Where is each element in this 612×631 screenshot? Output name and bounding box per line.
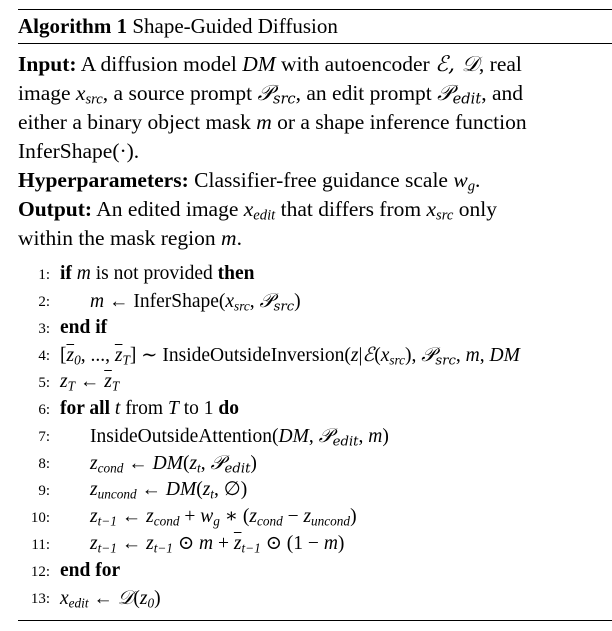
input-line-3: either a binary object mask m or a shape inference function bbox=[18, 110, 527, 134]
step-3: 3: end if bbox=[18, 314, 50, 341]
step-number: 2: bbox=[38, 294, 50, 310]
step-number: 5: bbox=[38, 375, 50, 391]
step-number: 12: bbox=[30, 564, 50, 580]
step-number: 1: bbox=[38, 267, 50, 283]
output-line-2: within the mask region m. bbox=[18, 226, 242, 250]
step-10: 10: $z_{t-1}$ ← $z_{cond} + w_g$ ∗ $(z_{cond} - z_{uncond})$ bbox=[18, 503, 50, 530]
algorithm-name: Shape-Guided Diffusion bbox=[132, 14, 338, 38]
step-number: 3: bbox=[38, 321, 50, 337]
top-rule bbox=[18, 9, 612, 10]
output-label: Output: bbox=[18, 197, 93, 221]
step-number: 6: bbox=[38, 402, 50, 418]
step-9: 9: $z_{uncond}$ ← $DM(z_t$, ∅) bbox=[18, 476, 50, 503]
step-number: 4: bbox=[38, 348, 50, 364]
step-12: 12: end for bbox=[18, 557, 50, 584]
step-number: 9: bbox=[38, 483, 50, 499]
hyperparameters-line: Hyperparameters: Classifier-free guidance scale $w_g$. bbox=[18, 168, 481, 195]
step-6: 6: for all t from T to 1 do bbox=[18, 395, 50, 422]
output-line-1: Output: An edited image $x_{edit}$ that differs from $x_{src}$ only bbox=[18, 197, 497, 224]
header-rule bbox=[18, 43, 612, 44]
hyperparameters-label: Hyperparameters: bbox=[18, 168, 189, 192]
input-line-1: Input: A diffusion model DM with autoencoder ℰ, 𝒟, real bbox=[18, 52, 522, 77]
input-line-2: image $x_{src}$, a source prompt 𝒫$_{src}$, an edit prompt 𝒫$_{edit}$, and bbox=[18, 81, 523, 108]
step-4: 4: [$\overline{z}_0$, ..., $\overline{z}_T$] ∼ $InsideOutsideInversion(z|ℰ(x_{src})$, 𝒫$_{src}$, m, DM bbox=[18, 341, 50, 368]
step-11: 11: $z_{t-1}$ ← $z_{t-1}$ ⊙ $m + \overline{z}_{t-1}$ ⊙ (1 − m) bbox=[18, 530, 50, 557]
bottom-rule bbox=[18, 620, 612, 621]
step-number: 11: bbox=[31, 537, 50, 553]
algorithm-title bbox=[18, 13, 338, 39]
step-2: 2: m ← $InferShape(x_{src}$, 𝒫$_{src}$) bbox=[18, 287, 50, 314]
step-number: 7: bbox=[38, 429, 50, 445]
step-5: 5: $z_T$ ← $\overline{z}_T$ bbox=[18, 368, 50, 395]
step-1: 1: if m is not provided then bbox=[18, 260, 50, 287]
step-7: 7: InsideOutsideAttention(DM, 𝒫$_{edit}$, m) bbox=[18, 422, 50, 449]
step-number: 8: bbox=[38, 456, 50, 472]
step-number: 10: bbox=[30, 510, 50, 526]
algorithm-label: Algorithm 1 bbox=[18, 14, 128, 38]
algorithm-spec bbox=[18, 50, 604, 253]
input-label: Input: bbox=[18, 52, 77, 76]
step-8: 8: $z_{cond}$ ← $DM(z_t$, 𝒫$_{edit}$) bbox=[18, 449, 50, 476]
step-13: 13: $x_{edit}$ ← $𝒟(z_0)$ bbox=[18, 584, 50, 611]
input-line-4: InferShape(·). bbox=[18, 139, 140, 163]
step-number: 13: bbox=[30, 591, 50, 607]
